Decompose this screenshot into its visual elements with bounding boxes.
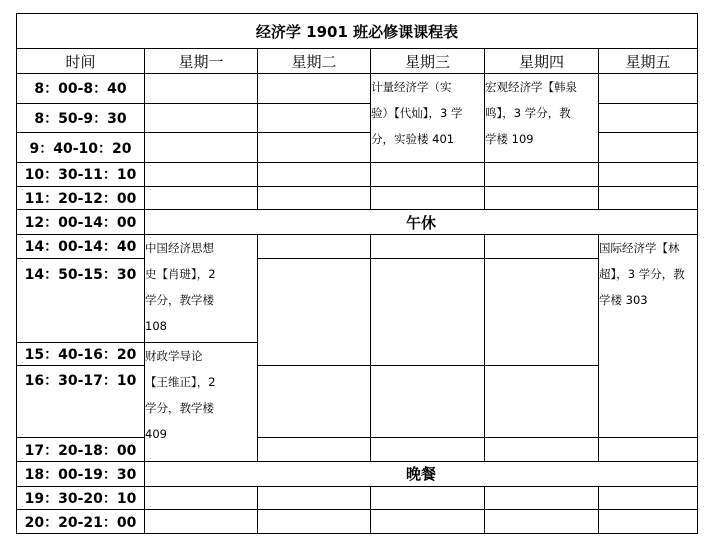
- empty-cell: [371, 510, 485, 534]
- empty-cell: [258, 74, 371, 104]
- dinner-break: 晚餐: [145, 461, 698, 486]
- header-monday: 星期一: [145, 49, 258, 74]
- course-line: 108: [145, 318, 167, 333]
- empty-cell: [599, 510, 698, 534]
- empty-cell: [145, 103, 258, 133]
- empty-cell: [599, 186, 698, 210]
- empty-cell: [258, 234, 371, 258]
- course-line: 验）【代灿】，3 学: [371, 106, 463, 120]
- empty-cell: [599, 438, 698, 462]
- empty-cell: [258, 103, 371, 133]
- header-time: 时间: [17, 49, 145, 74]
- empty-cell: [371, 186, 485, 210]
- course-line: 409: [145, 426, 167, 441]
- time-slot: 18：00-19：30: [17, 461, 145, 486]
- empty-cell: [258, 486, 371, 510]
- course-line: 学分，教学楼: [145, 292, 214, 307]
- course-line: 鸣】，3 学分，教: [485, 106, 571, 120]
- course-line: 学楼 303: [599, 292, 648, 307]
- empty-cell: [145, 486, 258, 510]
- empty-cell: [258, 186, 371, 210]
- empty-cell: [485, 234, 599, 258]
- course-macroeconomics: [485, 74, 599, 163]
- time-slot: 12：00-14：00: [17, 210, 145, 235]
- header-wednesday: 星期三: [371, 49, 485, 74]
- empty-cell: [371, 366, 485, 438]
- time-slot: 16：30-17：10: [17, 366, 145, 438]
- empty-cell: [599, 103, 698, 133]
- empty-cell: [371, 162, 485, 186]
- empty-cell: [599, 133, 698, 163]
- time-slot: 14：00-14：40: [17, 234, 145, 258]
- time-slot: 8：00-8：40: [17, 74, 145, 104]
- course-line: 史【肖琎】，2: [145, 266, 216, 281]
- empty-cell: [485, 366, 599, 438]
- empty-cell: [145, 186, 258, 210]
- course-public-finance: [145, 342, 258, 461]
- course-line: 学分，教学楼: [145, 400, 214, 415]
- empty-cell: [145, 510, 258, 534]
- time-slot: 15：40-16：20: [17, 342, 145, 366]
- course-line: 中国经济思想: [145, 240, 214, 255]
- empty-cell: [258, 133, 371, 163]
- empty-cell: [258, 258, 371, 366]
- course-line: 计量经济学（实: [371, 80, 452, 94]
- empty-cell: [485, 186, 599, 210]
- course-line: 国际经济学【林: [599, 240, 680, 255]
- empty-cell: [258, 162, 371, 186]
- empty-cell: [599, 162, 698, 186]
- course-line: 宏观经济学【韩泉: [485, 80, 577, 94]
- course-international-economics: [599, 234, 698, 437]
- empty-cell: [145, 162, 258, 186]
- course-line: 【王维正】，2: [145, 374, 216, 389]
- empty-cell: [599, 74, 698, 104]
- empty-cell: [371, 486, 485, 510]
- empty-cell: [145, 74, 258, 104]
- table-title: 经济学 1901 班必修课课程表: [17, 14, 698, 49]
- header-friday: 星期五: [599, 49, 698, 74]
- empty-cell: [485, 510, 599, 534]
- time-slot: 17：20-18：00: [17, 438, 145, 462]
- empty-cell: [485, 258, 599, 366]
- empty-cell: [258, 438, 371, 462]
- empty-cell: [485, 162, 599, 186]
- empty-cell: [485, 438, 599, 462]
- empty-cell: [485, 486, 599, 510]
- empty-cell: [258, 366, 371, 438]
- course-chinese-economic-thought: [145, 234, 258, 342]
- time-slot: 19：30-20：10: [17, 486, 145, 510]
- time-slot: 9：40-10：20: [17, 133, 145, 163]
- empty-cell: [371, 234, 485, 258]
- empty-cell: [371, 258, 485, 366]
- empty-cell: [599, 486, 698, 510]
- time-slot: 8：50-9：30: [17, 103, 145, 133]
- time-slot: 20：20-21：00: [17, 510, 145, 534]
- lunch-break: 午休: [145, 210, 698, 235]
- empty-cell: [145, 133, 258, 163]
- course-line: 学楼 109: [485, 132, 534, 146]
- course-line: 分，实验楼 401: [371, 132, 455, 146]
- time-slot: 10：30-11：10: [17, 162, 145, 186]
- empty-cell: [258, 510, 371, 534]
- header-tuesday: 星期二: [258, 49, 371, 74]
- header-thursday: 星期四: [485, 49, 599, 74]
- course-timetable: [16, 13, 698, 534]
- course-line: 超】，3 学分，教: [599, 266, 685, 281]
- time-slot: 11：20-12：00: [17, 186, 145, 210]
- empty-cell: [371, 438, 485, 462]
- course-line: 财政学导论: [145, 348, 203, 363]
- course-econometrics-lab: [371, 74, 485, 163]
- time-slot: 14：50-15：30: [17, 258, 145, 342]
